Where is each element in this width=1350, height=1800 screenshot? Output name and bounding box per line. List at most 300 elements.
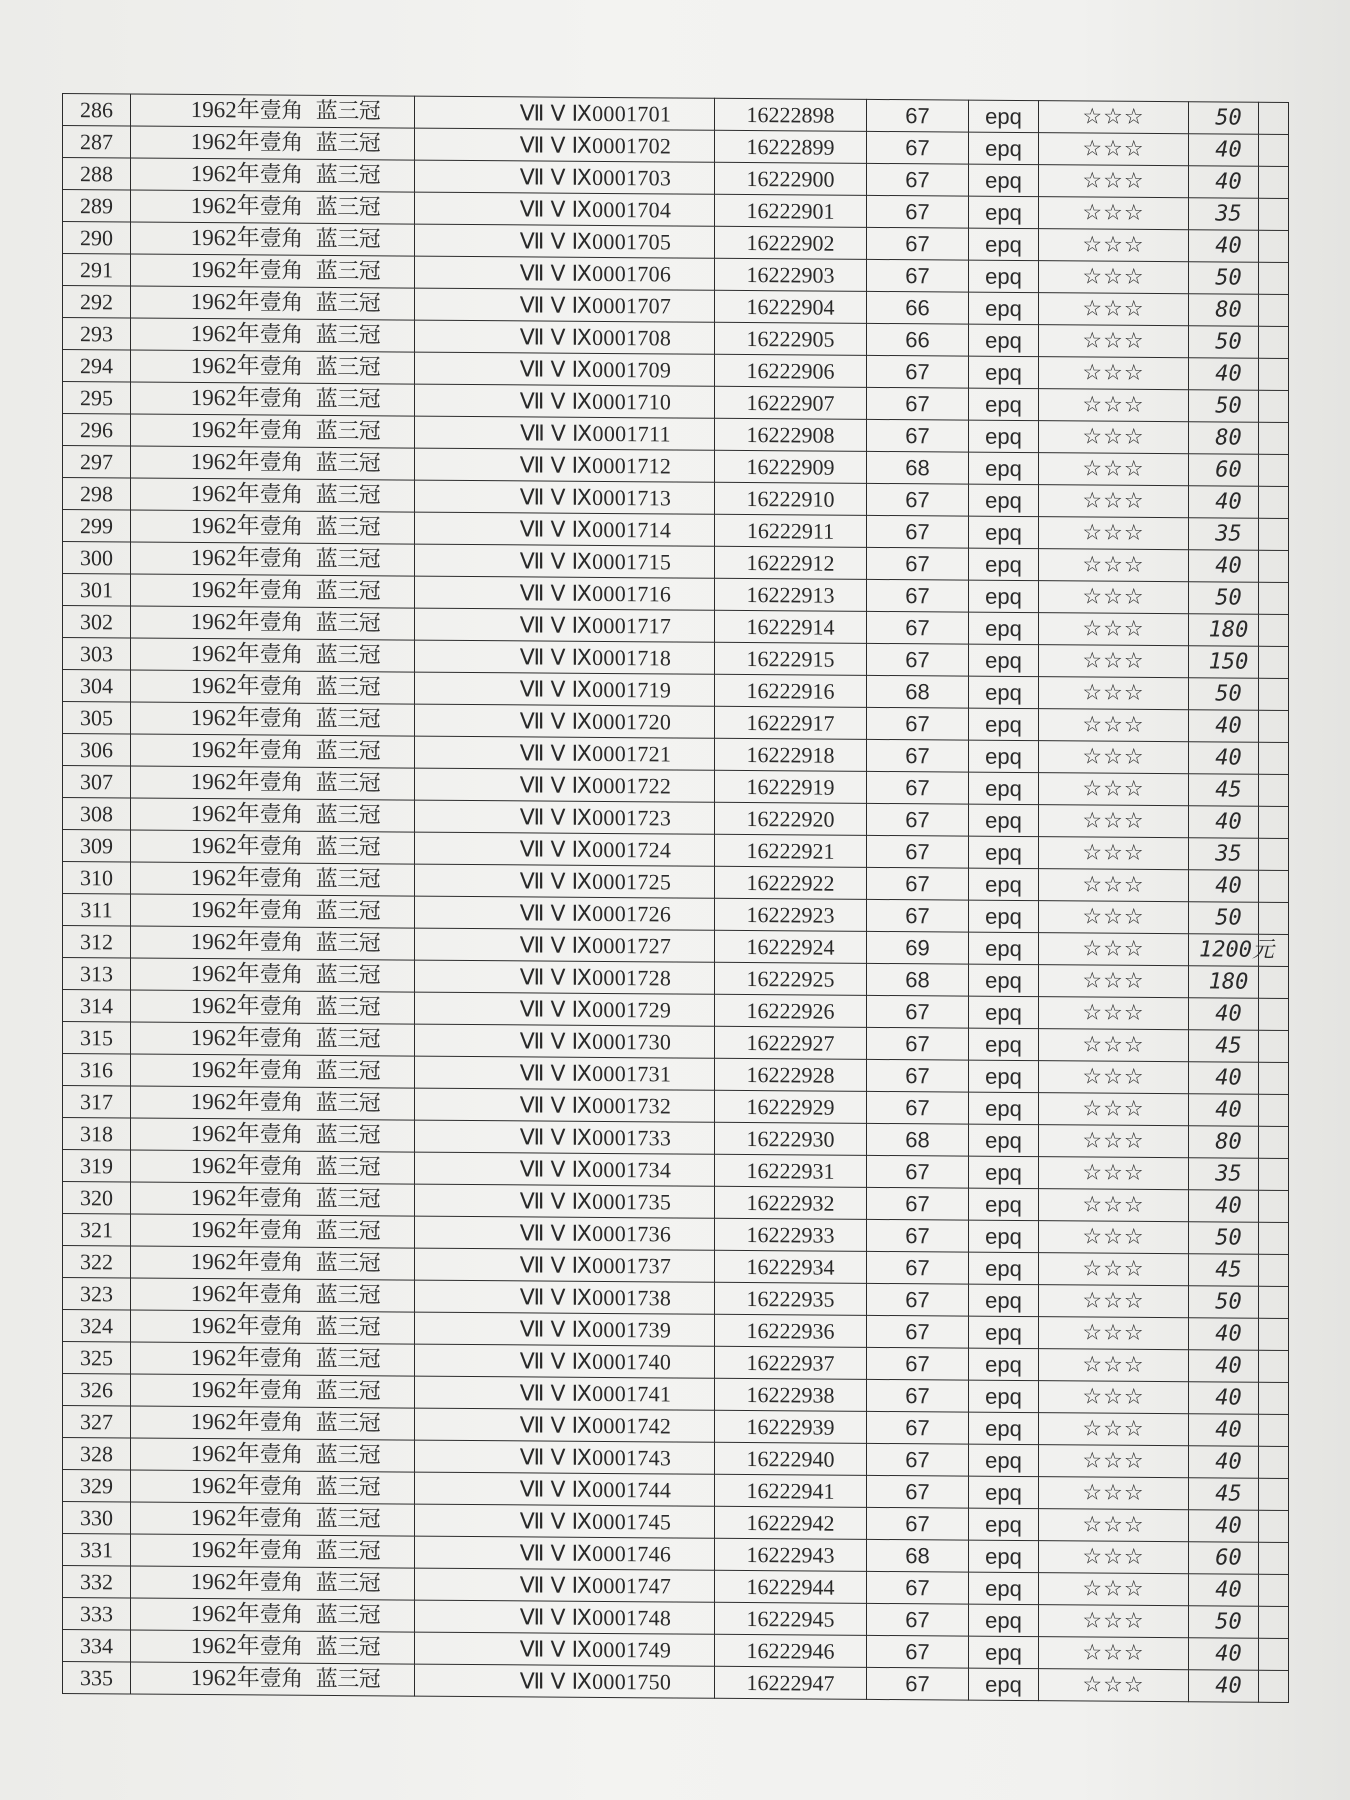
epq-label: epq xyxy=(969,964,1039,997)
note-face-value: 壹角 xyxy=(259,1666,303,1692)
note-face-value: 壹角 xyxy=(259,514,303,540)
note-face-value: 壹角 xyxy=(259,1346,303,1372)
grade-score: 67 xyxy=(867,643,969,676)
handwritten-price: 80 xyxy=(1189,422,1259,455)
blank-cell xyxy=(1259,262,1289,294)
grade-score: 67 xyxy=(867,1155,969,1188)
star-rating: ☆☆☆ xyxy=(1039,357,1189,390)
certificate-number: 16222931 xyxy=(715,1154,867,1187)
handwritten-price: 40 xyxy=(1189,1062,1259,1095)
note-name xyxy=(131,478,415,512)
handwritten-price: 40 xyxy=(1189,1318,1259,1351)
certificate-number: 16222929 xyxy=(715,1090,867,1123)
note-face-value: 壹角 xyxy=(259,994,303,1020)
banknote-ledger-table xyxy=(62,93,1289,1703)
row-number: 323 xyxy=(63,1278,131,1310)
note-face-value: 壹角 xyxy=(259,738,303,764)
epq-label: epq xyxy=(969,836,1039,869)
blank-cell xyxy=(1259,1062,1289,1094)
grade-score: 67 xyxy=(867,867,969,900)
epq-label: epq xyxy=(969,164,1039,197)
certificate-number: 16222921 xyxy=(715,834,867,867)
note-variety: 蓝三冠 xyxy=(315,1666,381,1693)
certificate-number: 16222900 xyxy=(715,162,867,195)
grade-score: 67 xyxy=(867,1283,969,1316)
note-variety: 蓝三冠 xyxy=(315,514,381,541)
handwritten-price: 45 xyxy=(1189,774,1259,807)
epq-label: epq xyxy=(969,900,1039,933)
certificate-number: 16222940 xyxy=(715,1442,867,1475)
epq-label: epq xyxy=(969,516,1039,549)
note-name xyxy=(131,862,415,896)
note-name xyxy=(131,1182,415,1216)
serial-number: Ⅶ Ⅴ Ⅸ0001709 xyxy=(415,352,715,386)
handwritten-price: 50 xyxy=(1189,390,1259,423)
note-variety: 蓝三冠 xyxy=(315,770,381,797)
note-year: 1962年 xyxy=(190,192,260,219)
serial-number: Ⅶ Ⅴ Ⅸ0001743 xyxy=(415,1440,715,1474)
serial-number: Ⅶ Ⅴ Ⅸ0001708 xyxy=(415,320,715,354)
row-number: 322 xyxy=(63,1246,131,1278)
epq-label: epq xyxy=(969,996,1039,1029)
certificate-number: 16222918 xyxy=(715,738,867,771)
certificate-number: 16222936 xyxy=(715,1314,867,1347)
row-number: 303 xyxy=(63,638,131,670)
note-variety: 蓝三冠 xyxy=(315,866,381,893)
star-rating: ☆☆☆ xyxy=(1039,549,1189,582)
star-rating: ☆☆☆ xyxy=(1039,805,1189,838)
row-number: 326 xyxy=(63,1374,131,1406)
epq-label: epq xyxy=(969,1252,1039,1285)
note-name xyxy=(131,1022,415,1056)
blank-cell xyxy=(1259,198,1289,230)
serial-number: Ⅶ Ⅴ Ⅸ0001718 xyxy=(415,640,715,674)
grade-score: 67 xyxy=(867,707,969,740)
note-year: 1962年 xyxy=(190,1632,260,1659)
note-year: 1962年 xyxy=(190,736,260,763)
note-face-value: 壹角 xyxy=(259,706,303,732)
note-variety: 蓝三冠 xyxy=(315,1026,381,1053)
epq-label: epq xyxy=(969,676,1039,709)
star-rating: ☆☆☆ xyxy=(1039,1509,1189,1542)
handwritten-price: 150 xyxy=(1189,646,1259,679)
note-face-value: 壹角 xyxy=(259,962,303,988)
star-rating: ☆☆☆ xyxy=(1039,1573,1189,1606)
note-name xyxy=(131,190,415,224)
row-number: 292 xyxy=(63,286,131,318)
blank-cell xyxy=(1259,166,1289,198)
note-name xyxy=(131,1214,415,1248)
note-face-value: 壹角 xyxy=(259,1410,303,1436)
note-face-value: 壹角 xyxy=(259,834,303,860)
note-year: 1962年 xyxy=(190,288,260,315)
blank-cell xyxy=(1259,1542,1289,1574)
epq-label: epq xyxy=(969,100,1039,133)
star-rating: ☆☆☆ xyxy=(1039,325,1189,358)
note-variety: 蓝三冠 xyxy=(315,258,381,285)
blank-cell xyxy=(1259,1222,1289,1254)
note-name xyxy=(131,286,415,320)
note-name xyxy=(131,350,415,384)
grade-score: 68 xyxy=(867,675,969,708)
row-number: 324 xyxy=(63,1310,131,1342)
grade-score: 67 xyxy=(867,99,969,132)
note-variety: 蓝三冠 xyxy=(315,354,381,381)
note-face-value: 壹角 xyxy=(259,1154,303,1180)
note-year: 1962年 xyxy=(190,1088,260,1115)
epq-label: epq xyxy=(969,228,1039,261)
serial-number: Ⅶ Ⅴ Ⅸ0001710 xyxy=(415,384,715,418)
star-rating: ☆☆☆ xyxy=(1039,1413,1189,1446)
row-number: 321 xyxy=(63,1214,131,1246)
certificate-number: 16222908 xyxy=(715,418,867,451)
handwritten-price: 50 xyxy=(1189,102,1259,135)
handwritten-price: 50 xyxy=(1189,1222,1259,1255)
handwritten-price: 180 xyxy=(1189,966,1259,999)
blank-cell xyxy=(1259,806,1289,838)
note-year: 1962年 xyxy=(190,1440,260,1467)
certificate-number: 16222934 xyxy=(715,1250,867,1283)
epq-label: epq xyxy=(969,1316,1039,1349)
note-variety: 蓝三冠 xyxy=(315,674,381,701)
handwritten-price: 40 xyxy=(1189,230,1259,263)
note-face-value: 壹角 xyxy=(259,354,303,380)
grade-score: 67 xyxy=(867,1635,969,1668)
note-variety: 蓝三冠 xyxy=(315,642,381,669)
note-face-value: 壹角 xyxy=(259,386,303,412)
handwritten-price: 40 xyxy=(1189,870,1259,903)
note-name xyxy=(131,1566,415,1600)
handwritten-price: 40 xyxy=(1189,1190,1259,1223)
blank-cell xyxy=(1259,1478,1289,1510)
grade-score: 67 xyxy=(867,195,969,228)
row-number: 296 xyxy=(63,414,131,446)
row-number: 328 xyxy=(63,1438,131,1470)
note-variety: 蓝三冠 xyxy=(315,834,381,861)
grade-score: 67 xyxy=(867,995,969,1028)
blank-cell xyxy=(1259,102,1289,134)
note-year: 1962年 xyxy=(190,704,260,731)
certificate-number: 16222937 xyxy=(715,1346,867,1379)
grade-score: 67 xyxy=(867,547,969,580)
epq-label: epq xyxy=(969,1604,1039,1637)
certificate-number: 16222904 xyxy=(715,290,867,323)
row-number: 315 xyxy=(63,1022,131,1054)
note-face-value: 壹角 xyxy=(259,1602,303,1628)
serial-number: Ⅶ Ⅴ Ⅸ0001738 xyxy=(415,1280,715,1314)
note-name xyxy=(131,94,415,128)
note-face-value: 壹角 xyxy=(259,1282,303,1308)
serial-number: Ⅶ Ⅴ Ⅸ0001712 xyxy=(415,448,715,482)
note-variety: 蓝三冠 xyxy=(315,802,381,829)
certificate-number: 16222922 xyxy=(715,866,867,899)
note-year: 1962年 xyxy=(190,1248,260,1275)
note-name xyxy=(131,222,415,256)
blank-cell xyxy=(1259,1318,1289,1350)
star-rating: ☆☆☆ xyxy=(1039,741,1189,774)
star-rating: ☆☆☆ xyxy=(1039,1253,1189,1286)
certificate-number: 16222914 xyxy=(715,610,867,643)
epq-label: epq xyxy=(969,1380,1039,1413)
blank-cell xyxy=(1259,1606,1289,1638)
certificate-number: 16222930 xyxy=(715,1122,867,1155)
handwritten-price: 1200元 xyxy=(1189,934,1259,967)
epq-label: epq xyxy=(969,420,1039,453)
epq-label: epq xyxy=(969,1476,1039,1509)
blank-cell xyxy=(1259,1510,1289,1542)
serial-number: Ⅶ Ⅴ Ⅸ0001735 xyxy=(415,1184,715,1218)
note-year: 1962年 xyxy=(190,800,260,827)
star-rating: ☆☆☆ xyxy=(1039,453,1189,486)
note-year: 1962年 xyxy=(190,320,260,347)
note-name xyxy=(131,1118,415,1152)
star-rating: ☆☆☆ xyxy=(1039,645,1189,678)
note-variety: 蓝三冠 xyxy=(315,162,381,189)
note-name xyxy=(131,1278,415,1312)
certificate-number: 16222901 xyxy=(715,194,867,227)
note-year: 1962年 xyxy=(190,1472,260,1499)
note-year: 1962年 xyxy=(190,928,260,955)
note-variety: 蓝三冠 xyxy=(315,1250,381,1277)
row-number: 294 xyxy=(63,350,131,382)
certificate-number: 16222938 xyxy=(715,1378,867,1411)
star-rating: ☆☆☆ xyxy=(1039,677,1189,710)
note-year: 1962年 xyxy=(190,160,260,187)
star-rating: ☆☆☆ xyxy=(1039,613,1189,646)
star-rating: ☆☆☆ xyxy=(1039,1349,1189,1382)
note-variety: 蓝三冠 xyxy=(315,98,381,125)
blank-cell xyxy=(1259,582,1289,614)
handwritten-price: 50 xyxy=(1189,326,1259,359)
note-variety: 蓝三冠 xyxy=(315,1058,381,1085)
epq-label: epq xyxy=(969,1092,1039,1125)
note-year: 1962年 xyxy=(190,1120,260,1147)
row-number: 316 xyxy=(63,1054,131,1086)
grade-score: 68 xyxy=(867,1123,969,1156)
row-number: 317 xyxy=(63,1086,131,1118)
grade-score: 67 xyxy=(867,259,969,292)
handwritten-price: 40 xyxy=(1189,486,1259,519)
certificate-number: 16222927 xyxy=(715,1026,867,1059)
note-year: 1962年 xyxy=(190,768,260,795)
epq-label: epq xyxy=(969,644,1039,677)
grade-score: 66 xyxy=(867,291,969,324)
row-number: 307 xyxy=(63,766,131,798)
row-number: 295 xyxy=(63,382,131,414)
note-name xyxy=(131,414,415,448)
serial-number: Ⅶ Ⅴ Ⅸ0001749 xyxy=(415,1632,715,1666)
certificate-number: 16222917 xyxy=(715,706,867,739)
note-variety: 蓝三冠 xyxy=(315,322,381,349)
note-name xyxy=(131,606,415,640)
note-name xyxy=(131,894,415,928)
note-face-value: 壹角 xyxy=(259,1090,303,1116)
star-rating: ☆☆☆ xyxy=(1039,1029,1189,1062)
handwritten-price: 180 xyxy=(1189,614,1259,647)
grade-score: 67 xyxy=(867,227,969,260)
serial-number: Ⅶ Ⅴ Ⅸ0001724 xyxy=(415,832,715,866)
handwritten-price: 35 xyxy=(1189,198,1259,231)
epq-label: epq xyxy=(969,1412,1039,1445)
handwritten-price: 80 xyxy=(1189,1126,1259,1159)
blank-cell xyxy=(1259,134,1289,166)
handwritten-price: 40 xyxy=(1189,998,1259,1031)
blank-cell xyxy=(1259,998,1289,1030)
note-year: 1962年 xyxy=(190,1376,260,1403)
star-rating: ☆☆☆ xyxy=(1039,101,1189,134)
serial-number: Ⅶ Ⅴ Ⅸ0001705 xyxy=(415,224,715,258)
handwritten-price: 40 xyxy=(1189,1414,1259,1447)
epq-label: epq xyxy=(969,1060,1039,1093)
serial-number: Ⅶ Ⅴ Ⅸ0001727 xyxy=(415,928,715,962)
grade-score: 67 xyxy=(867,1379,969,1412)
serial-number: Ⅶ Ⅴ Ⅸ0001729 xyxy=(415,992,715,1026)
blank-cell xyxy=(1259,454,1289,486)
certificate-number: 16222942 xyxy=(715,1506,867,1539)
handwritten-price: 40 xyxy=(1189,1382,1259,1415)
handwritten-price: 50 xyxy=(1189,1606,1259,1639)
serial-number: Ⅶ Ⅴ Ⅸ0001733 xyxy=(415,1120,715,1154)
note-name xyxy=(131,702,415,736)
star-rating: ☆☆☆ xyxy=(1039,1125,1189,1158)
blank-cell xyxy=(1259,486,1289,518)
blank-cell xyxy=(1259,550,1289,582)
blank-cell xyxy=(1259,1286,1289,1318)
note-year: 1962年 xyxy=(190,1664,260,1691)
note-variety: 蓝三冠 xyxy=(315,1538,381,1565)
note-variety: 蓝三冠 xyxy=(315,1410,381,1437)
blank-cell xyxy=(1259,230,1289,262)
grade-score: 67 xyxy=(867,1571,969,1604)
note-name xyxy=(131,158,415,192)
certificate-number: 16222943 xyxy=(715,1538,867,1571)
epq-label: epq xyxy=(969,580,1039,613)
certificate-number: 16222903 xyxy=(715,258,867,291)
blank-cell xyxy=(1259,678,1289,710)
certificate-number: 16222902 xyxy=(715,226,867,259)
note-face-value: 壹角 xyxy=(259,450,303,476)
blank-cell xyxy=(1259,902,1289,934)
note-variety: 蓝三冠 xyxy=(315,1154,381,1181)
serial-number: Ⅶ Ⅴ Ⅸ0001719 xyxy=(415,672,715,706)
grade-score: 67 xyxy=(867,1091,969,1124)
note-face-value: 壹角 xyxy=(259,1474,303,1500)
star-rating: ☆☆☆ xyxy=(1039,485,1189,518)
note-name xyxy=(131,798,415,832)
certificate-number: 16222915 xyxy=(715,642,867,675)
blank-cell xyxy=(1259,1126,1289,1158)
note-variety: 蓝三冠 xyxy=(315,1474,381,1501)
note-variety: 蓝三冠 xyxy=(315,1218,381,1245)
note-variety: 蓝三冠 xyxy=(315,962,381,989)
note-variety: 蓝三冠 xyxy=(315,130,381,157)
row-number: 291 xyxy=(63,254,131,286)
note-variety: 蓝三冠 xyxy=(315,1122,381,1149)
note-year: 1962年 xyxy=(190,1344,260,1371)
serial-number: Ⅶ Ⅴ Ⅸ0001703 xyxy=(415,160,715,194)
note-year: 1962年 xyxy=(190,864,260,891)
blank-cell xyxy=(1259,966,1289,998)
note-name xyxy=(131,1342,415,1376)
note-face-value: 壹角 xyxy=(259,866,303,892)
handwritten-price: 40 xyxy=(1189,742,1259,775)
note-year: 1962年 xyxy=(190,832,260,859)
grade-score: 67 xyxy=(867,1475,969,1508)
row-number: 325 xyxy=(63,1342,131,1374)
certificate-number: 16222923 xyxy=(715,898,867,931)
ledger-body xyxy=(63,94,1289,1703)
grade-score: 67 xyxy=(867,1507,969,1540)
note-name xyxy=(131,1598,415,1632)
note-face-value: 壹角 xyxy=(259,1538,303,1564)
certificate-number: 16222916 xyxy=(715,674,867,707)
serial-number: Ⅶ Ⅴ Ⅸ0001732 xyxy=(415,1088,715,1122)
blank-cell xyxy=(1259,1254,1289,1286)
note-variety: 蓝三冠 xyxy=(315,706,381,733)
epq-label: epq xyxy=(969,388,1039,421)
star-rating: ☆☆☆ xyxy=(1039,1445,1189,1478)
row-number: 313 xyxy=(63,958,131,990)
note-year: 1962年 xyxy=(190,1504,260,1531)
star-rating: ☆☆☆ xyxy=(1039,1189,1189,1222)
row-number: 297 xyxy=(63,446,131,478)
note-name xyxy=(131,1534,415,1568)
grade-score: 67 xyxy=(867,1443,969,1476)
handwritten-price: 35 xyxy=(1189,518,1259,551)
serial-number: Ⅶ Ⅴ Ⅸ0001716 xyxy=(415,576,715,610)
serial-number: Ⅶ Ⅴ Ⅸ0001721 xyxy=(415,736,715,770)
note-name xyxy=(131,126,415,160)
handwritten-price: 60 xyxy=(1189,1542,1259,1575)
handwritten-price: 35 xyxy=(1189,1158,1259,1191)
note-year: 1962年 xyxy=(190,384,260,411)
blank-cell xyxy=(1259,294,1289,326)
certificate-number: 16222946 xyxy=(715,1634,867,1667)
note-variety: 蓝三冠 xyxy=(315,610,381,637)
star-rating: ☆☆☆ xyxy=(1039,1317,1189,1350)
note-name xyxy=(131,926,415,960)
grade-score: 67 xyxy=(867,1187,969,1220)
star-rating: ☆☆☆ xyxy=(1039,773,1189,806)
note-face-value: 壹角 xyxy=(259,322,303,348)
handwritten-price: 40 xyxy=(1189,806,1259,839)
serial-number: Ⅶ Ⅴ Ⅸ0001706 xyxy=(415,256,715,290)
note-year: 1962年 xyxy=(190,640,260,667)
note-year: 1962年 xyxy=(190,1024,260,1051)
serial-number: Ⅶ Ⅴ Ⅸ0001736 xyxy=(415,1216,715,1250)
note-year: 1962年 xyxy=(190,512,260,539)
serial-number: Ⅶ Ⅴ Ⅸ0001711 xyxy=(415,416,715,450)
note-name xyxy=(131,766,415,800)
handwritten-price: 40 xyxy=(1189,1670,1259,1703)
handwritten-price: 40 xyxy=(1189,710,1259,743)
row-number: 320 xyxy=(63,1182,131,1214)
star-rating: ☆☆☆ xyxy=(1039,1285,1189,1318)
serial-number: Ⅶ Ⅴ Ⅸ0001737 xyxy=(415,1248,715,1282)
serial-number: Ⅶ Ⅴ Ⅸ0001713 xyxy=(415,480,715,514)
note-variety: 蓝三冠 xyxy=(315,1282,381,1309)
certificate-number: 16222910 xyxy=(715,482,867,515)
row-number: 327 xyxy=(63,1406,131,1438)
note-name xyxy=(131,1470,415,1504)
epq-label: epq xyxy=(969,324,1039,357)
serial-number: Ⅶ Ⅴ Ⅸ0001745 xyxy=(415,1504,715,1538)
serial-number: Ⅶ Ⅴ Ⅸ0001750 xyxy=(415,1664,715,1698)
star-rating: ☆☆☆ xyxy=(1039,293,1189,326)
epq-label: epq xyxy=(969,1028,1039,1061)
handwritten-price: 60 xyxy=(1189,454,1259,487)
serial-number: Ⅶ Ⅴ Ⅸ0001748 xyxy=(415,1600,715,1634)
